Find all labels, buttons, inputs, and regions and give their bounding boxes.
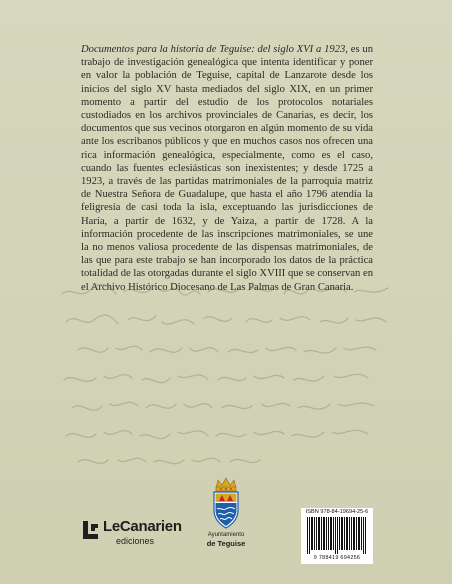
council-name-line2: de Teguise <box>206 539 246 548</box>
publisher-subtitle: ediciones <box>116 536 155 546</box>
book-title-italic: Documentos para la historia de Teguise: del siglo XVI a 1923, <box>81 44 348 55</box>
barcode-digits: 9 788419 694256 <box>313 555 361 561</box>
publisher-logo <box>82 518 182 552</box>
barcode-block <box>301 508 373 564</box>
back-cover-blurb <box>81 43 373 294</box>
coat-of-arms-icon <box>211 476 241 530</box>
barcode-icon <box>305 517 369 554</box>
publisher-logo-icon <box>82 520 100 540</box>
manuscript-background <box>58 272 398 472</box>
publisher-name: LeCanarien <box>103 518 182 535</box>
isbn-number: ISBN 978-84-19694-25-6 <box>305 509 369 515</box>
council-logo <box>204 476 248 556</box>
council-name-line1: Ayuntamiento <box>207 532 245 538</box>
blurb-body: es un trabajo de investigación genealógica que intenta identificar y poner en valor la población de Teguise, capital de Lanzarote desde los inicios del siglo XV hasta mediados del siglo XIX, en un primer momento a partir del estudio de los protocolos notariales custodiados en los archivos provinciales de Canarias, es decir, los documentos que sus vecinos otorgaron en algún momento de su vida ante los escribanos públicos y que en muchos casos nos ofrecen una rica información genealógica, especialmente, como es el caso, cuando las fuentes eclesiásticas son inexistentes; y desde 1725 a 1923, a través de las partidas matrimoniales de la parroquia matriz de Nuestra Señora de Guadalupe, que hasta el año 1796 atendía la feligresía de casi toda la isla, exceptuando las jurisdicciones de Haría, a partir de 1632, y de Yaiza, a partir de 1728. A la información procedente de las inscripciones matrimoniales, se une la no menos valiosa procedente de las dispensas matrimoniales, de las que para este trabajo se han incorporado los datos de la práctica totalidad de las otorgadas durante el siglo XVIII que se conservan en el Archivo Histórico Diocesano de Las Palmas de Gran Canaria. <box>81 44 373 293</box>
